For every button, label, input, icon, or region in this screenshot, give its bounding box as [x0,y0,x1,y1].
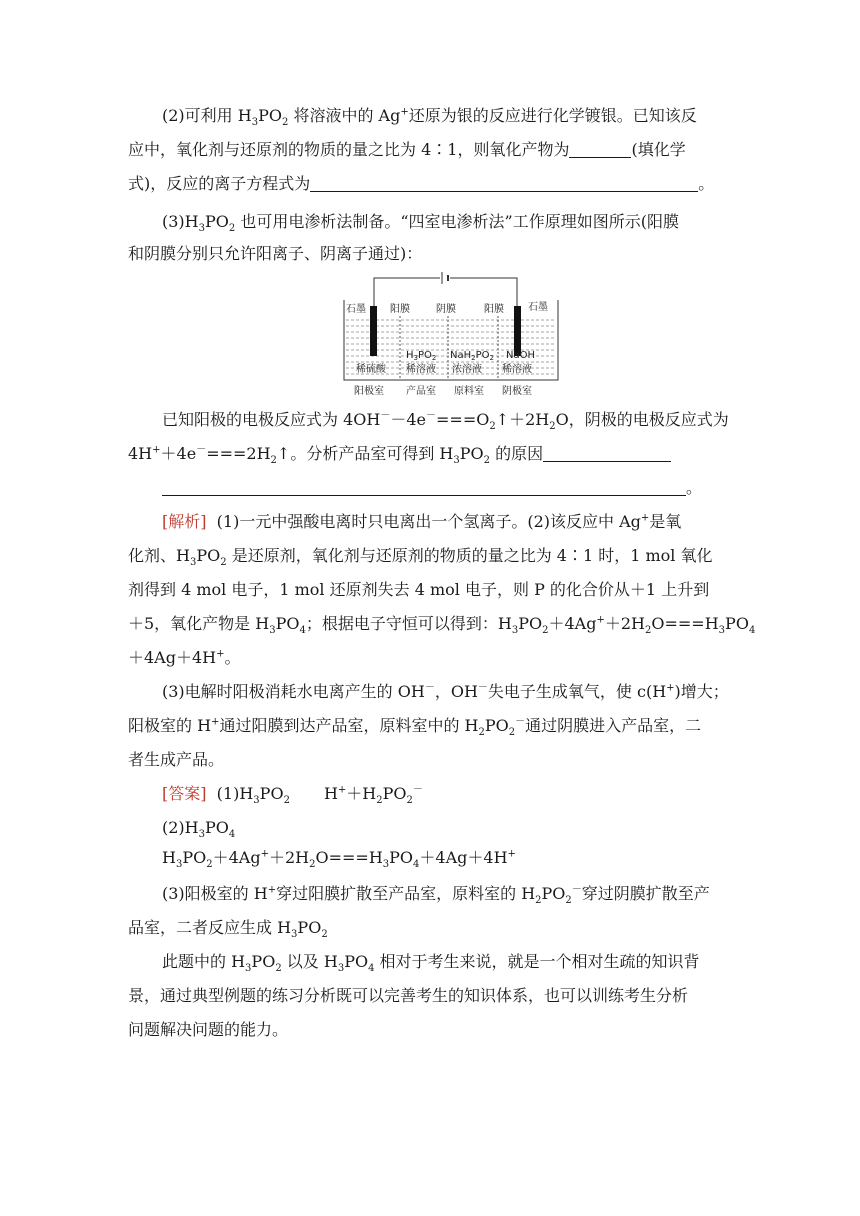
electrode-left-label: 石墨 [346,304,366,315]
q3-after-line-3: 。 [162,478,702,498]
q3-after-line-1: 已知阳极的电极反应式为 $4OH^--4e^-===O_2↑+2H_2O$，阴极的电极反应式为 [162,410,729,433]
answer-blank[interactable] [543,445,671,462]
electrode-right-label: 石墨 [528,302,548,313]
answer-line-3: $H_3PO_2+4Ag^++2H_2O===H_3PO_4+4Ag+4H^+$ [162,848,516,871]
q3-after-line-2: $4H^++4e^-===2H_2↑$。分析产品室可得到 $H_3PO_2$ 的原因 [128,444,671,464]
analysis-line-8: 者生成产品。 [128,750,225,769]
electrodialysis-diagram [342,270,560,398]
answer-blank[interactable] [310,175,698,192]
analysis-line-7: 阳极室的 H+通过阳膜到达产品室，原料室中的 $H_2PO_2^-$通过阴膜进入产品室，二 [128,716,702,739]
answer-tag: [答案] [162,784,207,803]
answer-line-5: 品室，二者反应生成 $H_3PO_2$ [128,918,328,941]
comment-line-1: 此题中的 $H_3PO_2$ 以及 $H_3PO_4$ 相对于考生来说，就是一个相对生疏的知识背 [162,952,700,975]
solution-label-4b: 稀溶液 [502,364,532,375]
solution-label-4a: NaOH [506,350,535,361]
q2-line-2: 应中，氧化剂与还原剂的物质的量之比为 4∶1，则氧化产物为 (填化学 [128,140,686,159]
answer-line-2: $(2)H_3PO_4$ [162,818,236,841]
answer-blank[interactable] [162,479,686,496]
membrane-label-1: 阳膜 [390,304,410,315]
anode-graphite-electrode [370,306,377,356]
q2-line-3: 式)，反应的离子方程式为 。 [128,174,715,193]
solution-label-2a: $H_3PO_2$ [406,350,437,362]
answer-blank[interactable] [569,141,631,158]
comment-line-2: 景，通过典型例题的练习分析既可以完善考生的知识体系，也可以训练考生分析 [128,986,689,1005]
cathode-graphite-electrode [514,306,521,356]
analysis-line-2: 化剂、$H_3PO_2$ 是还原剂，氧化剂与还原剂的物质的量之比为 4∶1 时，1 mol 氧化 [128,546,713,569]
membrane-label-3: 阳膜 [484,304,504,315]
solution-label-3b: 浓溶液 [452,364,482,375]
comment-line-3: 问题解决问题的能力。 [128,1020,289,1039]
analysis-line-1: [解析] (1)一元中强酸电离时只电离出一个氢离子。(2)该反应中 Ag+是氧 [162,512,682,531]
room-label-anode: 阳极室 [354,386,384,397]
answer-line-4: (3)阳极室的 H+穿过阳膜扩散至产品室，原料室的 $H_2PO_2^-$穿过阴膜扩散至产 [162,884,710,907]
analysis-line-3: 剂得到 4 mol 电子，1 mol 还原剂失去 4 mol 电子，则 P 的化合价从＋1 上升到 [128,580,710,599]
analysis-line-6: (3)电解时阳极消耗水电离产生的 OH－，OH－失电子生成氧气，使 c(H+)增大； [162,682,729,701]
room-label-cathode: 阴极室 [502,386,532,397]
solution-label-3a: $NaH_2PO_2$ [450,350,494,362]
q2-line-1: (2)可利用 $H_3PO_2$ 将溶液中的 Ag+还原为银的反应进行化学镀银。已知该反 [162,106,697,129]
q3-line-2: 和阴膜分别只允许阳离子、阴离子通过)： [128,244,423,263]
analysis-line-4: ＋5，氧化产物是 $H_3PO_4$；根据电子守恒可以得到：$H_3PO_2+4Ag^++2H_2O===H_3PO_4$ [128,614,756,637]
q3-line-1: $(3)H_3PO_2$ 也可用电渗析法制备。“四室电渗析法”工作原理如图所示(阳膜 [162,212,679,235]
room-label-feed: 原料室 [454,386,484,397]
room-label-product: 产品室 [406,386,436,397]
answer-line-1: [答案] $(1)H_3PO_2$ $H^++H_2PO_2^-$ [162,784,423,807]
solution-label-2b: 稀溶液 [406,364,436,375]
solution-label-1: 稀硫酸 [356,364,386,375]
analysis-tag: [解析] [162,512,207,531]
membrane-label-2: 阴膜 [436,304,456,315]
analysis-line-5: ＋4Ag＋4H+。 [128,648,241,667]
